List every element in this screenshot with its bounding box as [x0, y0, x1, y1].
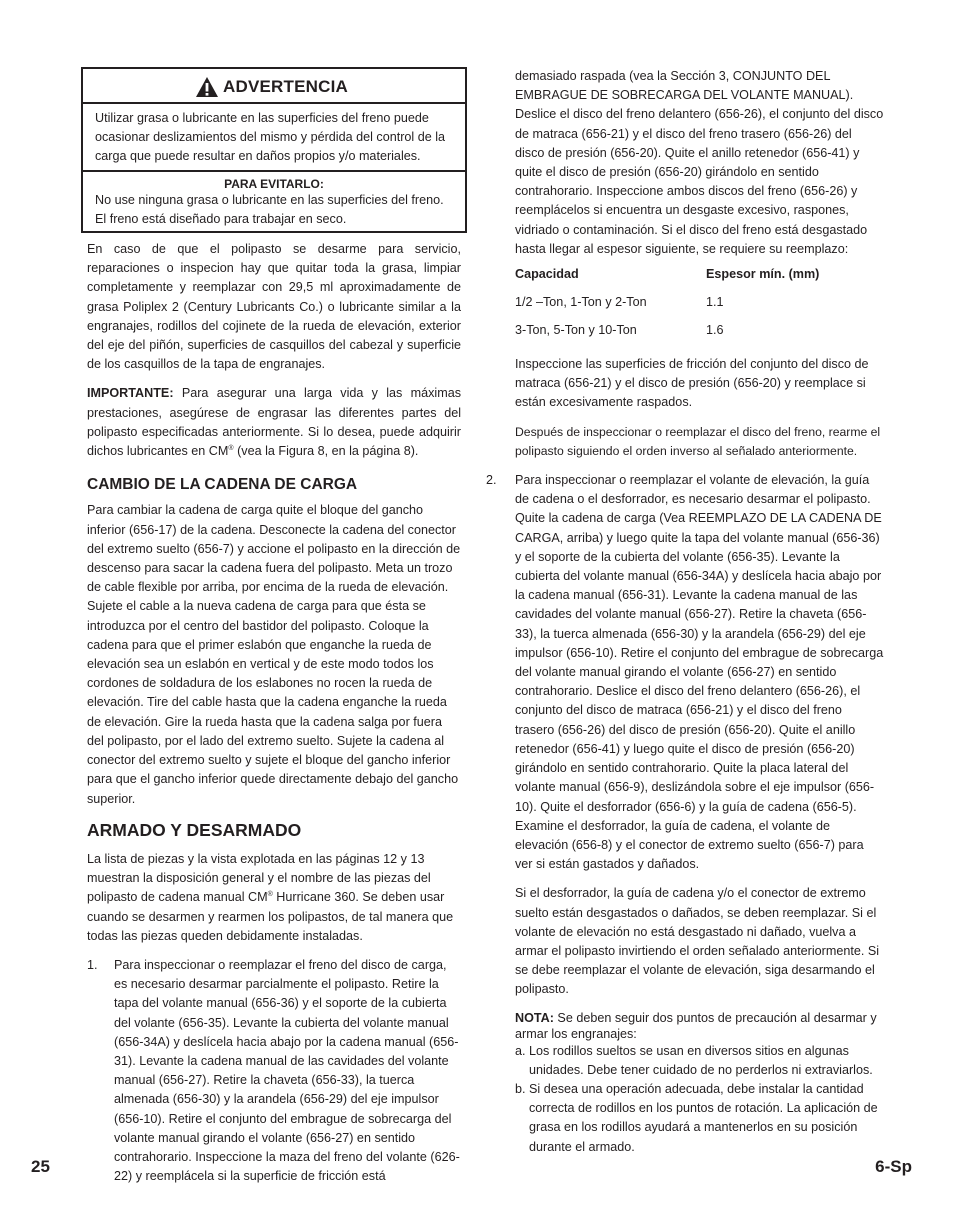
after-paragraph: Después de inspeccionar o reemplazar el disco del freno, rearme el polipasto siguiendo el orden inverso al señalado anteriormente.: [515, 424, 881, 458]
note-item-b: [515, 1080, 884, 1157]
important-paragraph: [87, 384, 461, 461]
table-header-capacity: Capacidad: [515, 267, 579, 282]
warning-title: ADVERTENCIA: [223, 77, 348, 97]
page-number-left: 25: [31, 1157, 50, 1176]
inspect-paragraph: Inspeccione las superficies de fricción del conjunto del disco de matraca (656-21) y el disco de presión (656-20) y reemplace si están excesivamente raspados.: [515, 357, 869, 410]
right-column: [486, 67, 884, 1157]
registered-mark: ®: [267, 891, 273, 899]
list-text: Para inspeccionar o reemplazar el volante de elevación, la guía de cadena o el desforrador, es necesario desarmar el polipasto. Quite la cadena de carga (Vea REEMPLAZO DE LA CADENA DE CARGA, arriba) y luego quite la tapa del volante manual (656-36) y el soporte de la cubierta del volante (656-35). Levante la cubierta del volante manual (656-34A) y deslícela hacia abajo por la cadena manual (656-31). Levante la cadena manual de las cavidades del volante manual (656-27). Retire la chaveta (656-33), la tuerca almenada (656-30) y la arandela (656-29) del eje impulsor (656-10). Retire el conjunto del embrague de sobrecarga del volante manual girando el volante (656-27) en sentido contrahorario. Deslice el disco del freno delantero (656-26), el conjunto del disco de matraca (656-21) y el disco del freno trasero (656-26) del disco de presión (656-20). Quite el anillo retenedor (656-41) y luego quite el disco de presión (656-20) girándolo en sentido contrahorario. Quite la placa lateral del volante manual (656-9), deslizándola sobre el eje impulsor (656-10). Quite el desforrador (656-6) y la guía de cadena (656-5). Examine el desforrador, la guía de cadena, el volante de elevación (656-8) y el conector de extremo suelto (656-7) para ver si están gastados y dañados.: [515, 473, 884, 872]
note-paragraph: [486, 1010, 884, 1042]
registered-mark: ®: [228, 444, 234, 452]
list-item-2: [486, 471, 884, 874]
important-text: Para asegurar una larga vida y las máximas prestaciones, asegúrese de engrasar las diferentes partes del polipasto especificadas anteriormente. Si lo desea, puede adquirir dichos lubricantes en CM: [87, 386, 462, 459]
note-list: [486, 1042, 884, 1157]
warning-body: Utilizar grasa o lubricante en las superficies del freno puede ocasionar deslizamientos del mismo y pérdida del control de la carga que puede resultar en daños propios y/o materiales.: [83, 104, 465, 172]
note-item-label: b.: [515, 1081, 526, 1096]
assembly-heading: ARMADO Y DESARMADO: [87, 819, 302, 840]
table-cell: 1/2 –Ton, 1-Ton y 2-Ton: [515, 295, 647, 310]
table-row: [515, 321, 819, 349]
chain-paragraph: Para cambiar la cadena de carga quite el bloque del gancho inferior (656-17) de la cadena. Desconecte la cadena del conector del extremo suelto (656-7) y accione el polipasto en la dirección de descenso para sacar la cadena fuera del polipasto. Meta un trozo de cable flexible por arriba, por encima de la rueda de elevación. Sujete el cable a la nueva cadena de carga para que ésta se introduzca por el centro del bastidor del polipasto. Coloque la cadena para que el primer eslabón que enganche la rueda de elevación sea un eslabón en vertical y de este modo todos los cordones de soldadura de los eslabones no rocen la rueda de elevación. Tire del cable hasta que la cadena enganche la rueda de elevación. Gire la rueda hasta que la cadena salga por fuera del polipasto, por el lado del extremo suelto. Sujete la cadena al conector del extremo suelto y sujete el bloque del gancho inferior para que el gancho inferior quede directamente debajo del gancho superior.: [87, 503, 461, 806]
thickness-table: [515, 265, 819, 349]
warning-header: [83, 69, 465, 104]
avoid-body: No use ninguna grasa o lubricante en las superficies del freno. El freno está diseñado para trabajar en seco.: [95, 192, 444, 226]
list-item-1: [87, 956, 461, 1186]
table-row: [515, 293, 819, 321]
worn-paragraph: Si el desforrador, la guía de cadena y/o el conector de extremo suelto están desgastados o dañados, se deben reemplazar. Si el volante de elevación no está desgastado ni dañado, vuelva a armar el polipasto invirtiendo el orden señalado anteriormente. Si se debe reemplazar el volante de elevación, siga desarmando el polipasto.: [515, 886, 880, 997]
left-column: [81, 67, 467, 1186]
list-number: 1.: [87, 957, 98, 972]
note-text: Se deben seguir dos puntos de precaución al desarmar y armar los engranajes:: [515, 1010, 877, 1041]
list-number: 2.: [486, 473, 497, 488]
note-label: NOTA:: [515, 1010, 554, 1025]
important-label: IMPORTANTE:: [87, 386, 174, 401]
assembly-text-a: La lista de piezas y la vista explotada en las páginas 12 y 13 muestran la disposición general y el nombre de las piezas del polipasto de cadena manual CM: [87, 851, 431, 905]
note-item-text: Si desea una operación adecuada, debe instalar la cantidad correcta de rodillos en los puntos de rotación. La aplicación de grasa en los rodillos ayudará a mantenerlos en su posición durante el armado.: [529, 1081, 878, 1154]
assembly-text-b: Hurricane 360. Se deben usar cuando se desarmen y rearmen los polipastos, de tal manera que todas las piezas queden debidamente instaladas.: [87, 890, 454, 943]
continued-paragraph: demasiado raspada (vea la Sección 3, CONJUNTO DEL EMBRAGUE DE SOBRECARGA DEL VOLANTE MANUAL). Deslice el disco del freno delantero (656-26), el conjunto del disco de matraca (656-21) y el disco del freno trasero (656-26) del disco de presión (656-20). Quite el anillo retenedor (656-41) y quite el disco de presión (656-20) girándolo en sentido contrahorario. Inspeccione ambos discos del freno (656-26) y reemplácelos si encuentra un desgaste excesivo, raspones, vidriado o contaminación. Si el disco del freno está desgastado hasta llegar al espesor siguiente, se requiere su reemplazo:: [515, 69, 884, 256]
note-item-text: Los rodillos sueltos se usan en diversos sitios en algunas unidades. Debe tener cuidado de no perderlos ni extraviarlos.: [529, 1043, 873, 1077]
table-cell: 3-Ton, 5-Ton y 10-Ton: [515, 323, 637, 338]
table-header-thickness: Espesor mín. (mm): [706, 267, 820, 282]
warning-box: [81, 67, 467, 233]
chain-heading: CAMBIO DE LA CADENA DE CARGA: [87, 476, 358, 494]
page-number-right: 6-Sp: [875, 1157, 912, 1176]
note-item-a: [515, 1042, 884, 1080]
warning-triangle-icon: [195, 76, 219, 98]
avoid-title: PARA EVITARLO:: [224, 176, 324, 191]
important-tail: (vea la Figura 8, en la página 8).: [233, 444, 419, 459]
intro-paragraph: En caso de que el polipasto se desarme para servicio, reparaciones o inspecion hay que quitar toda la grasa, limpiar completamente y reemplazar con 29,5 ml aproximadamente de grasa Poliplex 2 (Century Lubricants Co.) o lubricante similar a la engranajes, rodillos del cojinete de la rueda de elevación, exterior del eje del piñón, superficies de casquillos del cabezal y superficie de los casquillos de la tapa de engranajes.: [87, 242, 461, 372]
assembly-paragraph: [87, 850, 461, 946]
list-text: Para inspeccionar o reemplazar el freno del disco de carga, es necesario desarmar parcialmente el polipasto. Retire la tapa del volante manual (656-36) y el soporte de la cubierta del volante (656-35). Levante la cubierta del volante manual (656-34A) y deslícela hacia abajo por la cadena manual (656-31). Levante la cadena manual de las cavidades del volante manual (656-27). Retire la chaveta (656-33), la tuerca almenada (656-30) y la arandela (656-29) del eje impulsor (656-10). Retire el conjunto del embrague de sobrecarga del volante manual girando el volante (656-27) en sentido contrahorario. Inspeccione la maza del freno del volante (626-22) y reemplácela si la superficie de fricción está: [114, 957, 460, 1184]
table-header-row: [515, 265, 819, 293]
table-cell: 1.6: [706, 323, 724, 338]
table-cell: 1.1: [706, 295, 724, 310]
note-item-label: a.: [515, 1043, 526, 1058]
